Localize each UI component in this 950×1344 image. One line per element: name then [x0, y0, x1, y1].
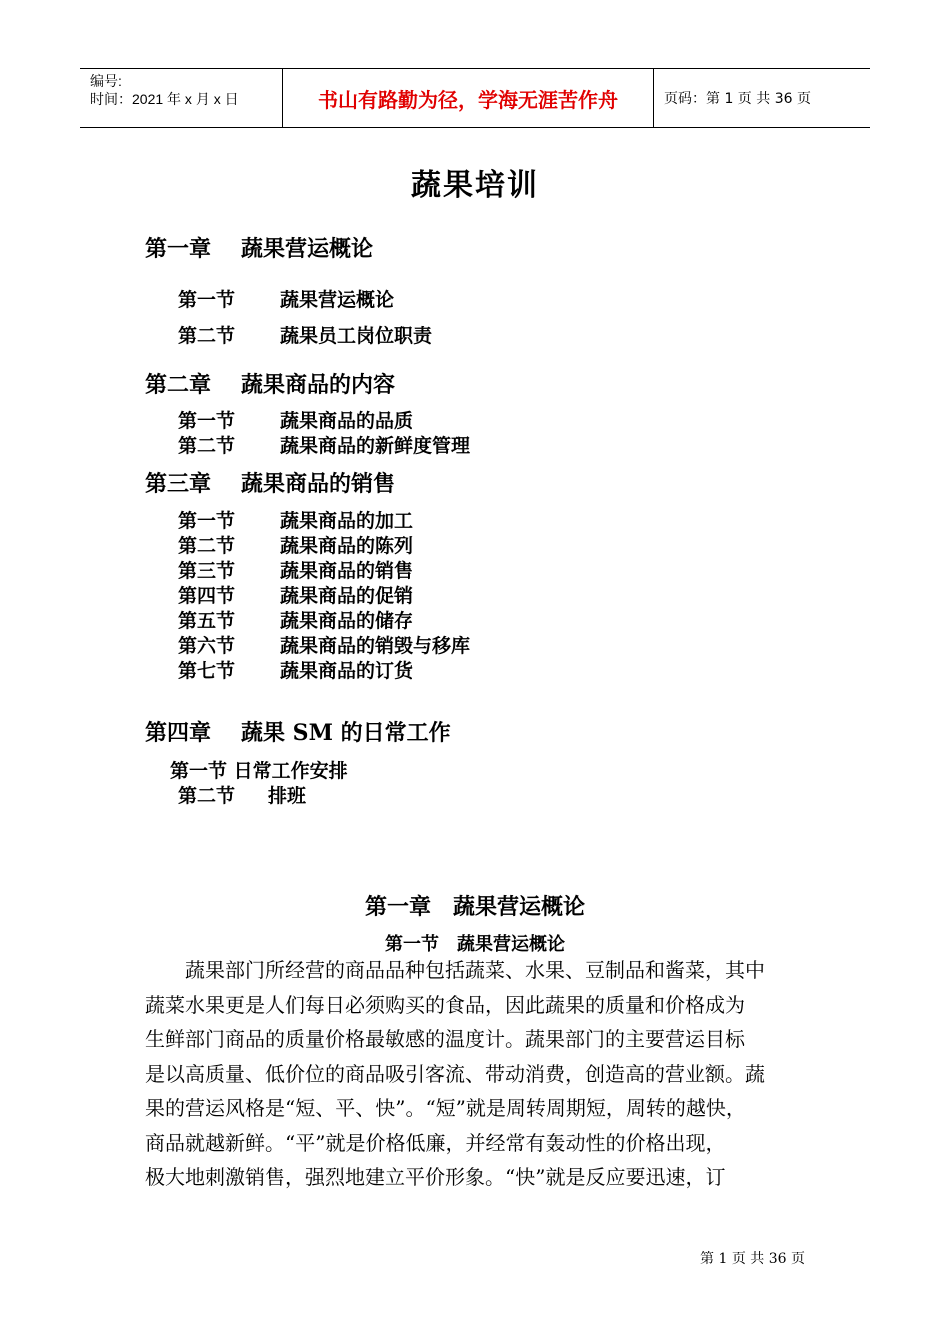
- toc-section: 第一节 日常工作安排: [170, 760, 348, 782]
- paragraph-line: 果的营运风格是“短、平、快”。“短”就是周转周期短，周转的越快，: [145, 1096, 746, 1120]
- body-paragraph: [145, 953, 825, 1195]
- toc-section: 第一节 蔬果商品的加工: [178, 510, 414, 532]
- header-number-label: 编号:: [90, 73, 122, 89]
- paragraph-line: 极大地刺激销售，强烈地建立平价形象。“快”就是反应要迅速，订: [145, 1165, 726, 1189]
- toc-section: 第二节 蔬果商品的陈列: [178, 535, 414, 557]
- header-meta: [80, 69, 282, 127]
- toc-chapter-4: [145, 716, 451, 747]
- toc-chapter-label: 第四章: [145, 720, 212, 746]
- toc-chapter-label: 第三章: [145, 471, 212, 497]
- page-header: [80, 68, 870, 128]
- chapter-heading: 第一章 蔬果营运概论: [364, 894, 585, 920]
- toc-chapter-name: 蔬果营运概论: [241, 236, 374, 262]
- paragraph-line: 是以高质量、低价位的商品吸引客流、带动消费，创造高的营业额。蔬: [145, 1061, 765, 1086]
- toc-chapter-label: 第一章: [145, 236, 212, 262]
- toc-section: 第二节 蔬果商品的新鲜度管理: [178, 435, 471, 457]
- toc-chapter-name: 蔬果商品的销售: [241, 471, 396, 497]
- toc-chapter-label: 第二章: [145, 372, 212, 398]
- toc-section: 第七节 蔬果商品的订货: [178, 660, 414, 682]
- header-time-label: 时间：2021 年 x 月 x 日: [90, 91, 239, 107]
- document-title: 蔬果培训: [411, 168, 539, 203]
- toc-chapter-2: [145, 368, 395, 399]
- paragraph-line: 蔬菜水果更是人们每日必须购买的食品，因此蔬果的质量和价格成为: [145, 992, 745, 1017]
- paragraph-line: 商品就越新鲜。“平”就是价格低廉，并经常有轰动性的价格出现，: [145, 1130, 726, 1155]
- toc-chapter-name: 蔬果商品的内容: [241, 372, 396, 398]
- toc-section: 第四节 蔬果商品的促销: [178, 585, 414, 607]
- toc-chapter-name: 蔬果 SM 的日常工作: [241, 720, 451, 746]
- toc-section: 第二节 蔬果员工岗位职责: [178, 325, 433, 347]
- paragraph-line: 蔬果部门所经营的商品品种包括蔬菜、水果、豆制品和酱菜，其中: [145, 958, 765, 982]
- toc-section: 第一节 蔬果营运概论: [178, 289, 395, 311]
- toc-section: 第六节 蔬果商品的销毁与移库: [178, 635, 471, 657]
- toc-chapter-3: [145, 467, 395, 498]
- toc-section: 第五节 蔬果商品的储存: [178, 610, 414, 632]
- header-motto: 书山有路勤为径，学海无涯苦作舟: [282, 69, 654, 127]
- toc-section: 第二节 排班: [178, 785, 307, 807]
- toc-section: 第一节 蔬果商品的品质: [178, 410, 414, 432]
- section-heading: 第一节 蔬果营运概论: [385, 934, 565, 955]
- toc-section: 第三节 蔬果商品的销售: [178, 560, 414, 582]
- paragraph-line: 生鲜部门商品的质量价格最敏感的温度计。蔬果部门的主要营运目标: [145, 1027, 745, 1051]
- page-footer: 第 1 页 共 36 页: [700, 1251, 805, 1267]
- header-page-info: 页码：第 1 页 共 36 页: [664, 91, 811, 107]
- toc-chapter-1: [145, 232, 373, 263]
